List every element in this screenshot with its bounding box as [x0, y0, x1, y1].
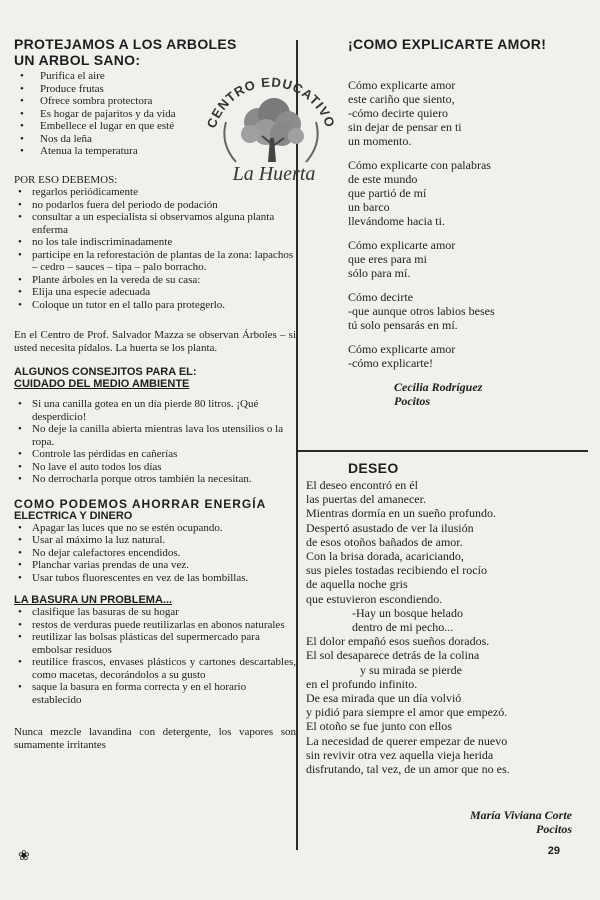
poem-divider [298, 450, 588, 452]
poem-line: que estuvieron escondiendo. [306, 591, 443, 606]
list-item: • saque la basura en forma correcta y en el horario establecido [14, 681, 296, 706]
poem-line: dentro de mi pecho... [352, 620, 454, 635]
list-item: • Plante árboles en la vereda de su casa: [14, 274, 296, 287]
poem1-place: Pocitos [394, 394, 430, 408]
list-item: • participe en la reforestación de plantas de la zona: lapachos – cedro – sauces – tipa – palo borracho. [14, 249, 296, 274]
list-item: • No derrocharla porque otros también la necesitan. [14, 473, 296, 486]
list-item: • Produce frutas [14, 83, 296, 96]
poem-line: -cómo explicarte! [348, 356, 433, 370]
poem1-author: Cecilia Rodríguez [394, 380, 483, 394]
article-title: PROTEJAMOS A LOS ARBOLES [14, 36, 237, 52]
por-eso-heading: POR ESO DEBEMOS: [14, 173, 118, 186]
poem-line: La necesidad de querer empezar de nuevo [306, 733, 508, 748]
poem2-place: Pocitos [536, 822, 572, 836]
list-item: • Coloque un tutor en el tallo para protegerlo. [14, 299, 296, 312]
poem-line: un barco [348, 200, 390, 214]
poem1-signature [304, 380, 588, 408]
list-item: • reutilizar las bolsas plásticas del supermercado para embolsar residuos [14, 631, 296, 656]
poem-line: Con la brisa dorada, acariciando, [306, 549, 464, 564]
poem-stanza [348, 158, 588, 228]
list-item: • regarlos periódicamente [14, 186, 296, 199]
poem-line: sólo para mí. [348, 266, 411, 280]
list-item: • Nos da leña [14, 133, 296, 146]
basura-list [14, 606, 296, 706]
poem-line: El sol desaparece detrás de la colina [306, 648, 480, 663]
page-number: 29 [547, 845, 560, 857]
poem-line: -que aunque otros labios beses [348, 304, 495, 318]
poem-line: Cómo explicarte amor [348, 238, 456, 252]
poem-line: tú solo pensarás en mí. [348, 318, 458, 332]
poem-line: de este mundo [348, 172, 418, 186]
centro-paragraph: En el Centro de Prof. Salvador Mazza se observan Árboles – si usted necesita pídalos. La huerta se los planta. [14, 329, 296, 354]
poem-line: El dolor empañó esos sueños dorados. [306, 634, 490, 649]
poem-line: de esos otoños bañados de amor. [306, 534, 463, 549]
list-item: • Planchar varias prendas de una vez. [14, 559, 296, 572]
poem-line: El deseo encontró en él [306, 478, 418, 492]
poem-line: De esa mirada que un día volvió [306, 691, 462, 706]
list-item: • clasifique las basuras de su hogar [14, 606, 296, 619]
poem-line: sin dejar de pensar en ti [348, 120, 462, 134]
poem-stanza [348, 78, 588, 148]
poem-line: llevándome hacia ti. [348, 214, 445, 228]
poem-line: Cómo explicarte amor [348, 78, 456, 92]
arbol-sano-heading: UN ARBOL SANO: [14, 52, 141, 68]
consejos-list [14, 398, 296, 486]
list-item: • No dejar calefactores encendidos. [14, 547, 296, 560]
list-item: • No deje la canilla abierta mientras lava los utensilios o la ropa. [14, 423, 296, 448]
svg-text:La Huerta: La Huerta [232, 163, 316, 185]
ahorrar-subheading: ELECTRICA Y DINERO [14, 509, 133, 522]
poem-line: Cómo explicarte con palabras [348, 158, 491, 172]
poem-line: este cariño que siento, [348, 92, 455, 106]
list-item: • reutilice frascos, envases plásticos y cartones descartables, como macetas, decorándolos a su gusto [14, 656, 296, 681]
ahorrar-list [14, 522, 296, 585]
list-item: • Purifica el aire [14, 70, 296, 83]
right-column [304, 36, 588, 836]
poem-stanza [348, 238, 588, 280]
list-item: • Elija una especie adecuada [14, 286, 296, 299]
final-note: Nunca mezcle lavandina con detergente, los vapores son sumamente irritantes [14, 726, 296, 751]
list-item: • Controle las pérdidas en cañerías [14, 448, 296, 461]
list-item: • Usar tubos fluorescentes en vez de las bombillas. [14, 572, 296, 585]
list-item: • no podarlos fuera del periodo de podación [14, 199, 296, 212]
poem-line: las puertas del amanecer. [306, 492, 426, 507]
poem-line: El otoño se fue junto con ellos [306, 719, 452, 734]
poem-line: que partió de mí [348, 186, 427, 200]
poem-stanza [348, 342, 588, 370]
poem-line: -Hay un bosque helado [352, 605, 463, 620]
poem-line: en el profundo infinito. [306, 676, 418, 691]
list-item: • Atenua la temperatura [14, 145, 296, 158]
ahorrar-heading: COMO PODEMOS AHORRAR ENERGÍA [14, 496, 267, 511]
poem2-title: DESEO [348, 460, 399, 476]
poem-line: sus pieles tostadas recibiendo el rocío [306, 563, 487, 578]
consejos-subheading: CUIDADO DEL MEDIO AMBIENTE [14, 378, 190, 390]
list-item: • Apagar las luces que no se estén ocupando. [14, 522, 296, 535]
poem-line: Despertó asustado de ver la ilusión [306, 520, 474, 535]
list-item: • no los tale indiscriminadamente [14, 236, 296, 249]
poem-line: que eres para mi [348, 252, 427, 266]
poem2-signature [470, 808, 572, 836]
consejos-heading: ALGUNOS CONSEJITOS PARA EL: [14, 366, 197, 378]
list-item: • Es hogar de pajaritos y da vida [14, 108, 296, 121]
ornament-icon: ❀ [18, 849, 30, 864]
poem-line: de aquella noche gris [306, 577, 408, 592]
por-eso-list [14, 186, 296, 311]
poem1-title: ¡COMO EXPLICARTE AMOR! [348, 36, 547, 52]
poem-line: Mientras dormía en un sueño profundo. [306, 506, 496, 521]
list-item: • consultar a un especialista si observamos alguna planta enferma [14, 211, 296, 236]
poem-line: un momento. [348, 134, 412, 148]
poem-line: Cómo decirte [348, 290, 413, 304]
list-item: • restos de verduras puede reutilizarlas en abonos naturales [14, 619, 296, 632]
list-item: • Ofrece sombra protectora [14, 95, 296, 108]
list-item: • Usar al máximo la luz natural. [14, 534, 296, 547]
poem2-body [306, 478, 586, 776]
list-item: • No lave el auto todos los días [14, 461, 296, 474]
svg-text:CENTRO EDUCATIVO: CENTRO EDUCATIVO [203, 74, 339, 131]
list-item: • Embellece el lugar en que esté [14, 120, 296, 133]
poem-line: y pidió para siempre el amor que empezó. [306, 705, 508, 720]
poem-line: disfrutando, tal vez, de un amor que no es. [306, 762, 510, 777]
poem2-author: María Viviana Corte [469, 808, 572, 822]
list-item: • Si una canilla gotea en un día pierde 80 litros. ¡Qué desperdicio! [14, 398, 296, 423]
poem-line: sin revivir otra vez aquella vieja herida [306, 747, 494, 762]
poem-stanza [348, 290, 588, 332]
poem-line: y su mirada se pierde [360, 662, 462, 677]
basura-heading: LA BASURA UN PROBLEMA... [14, 594, 173, 606]
poem1-body [304, 78, 588, 370]
poem-line: -cómo decirte quiero [348, 106, 448, 120]
poem-line: Cómo explicarte amor [348, 342, 456, 356]
